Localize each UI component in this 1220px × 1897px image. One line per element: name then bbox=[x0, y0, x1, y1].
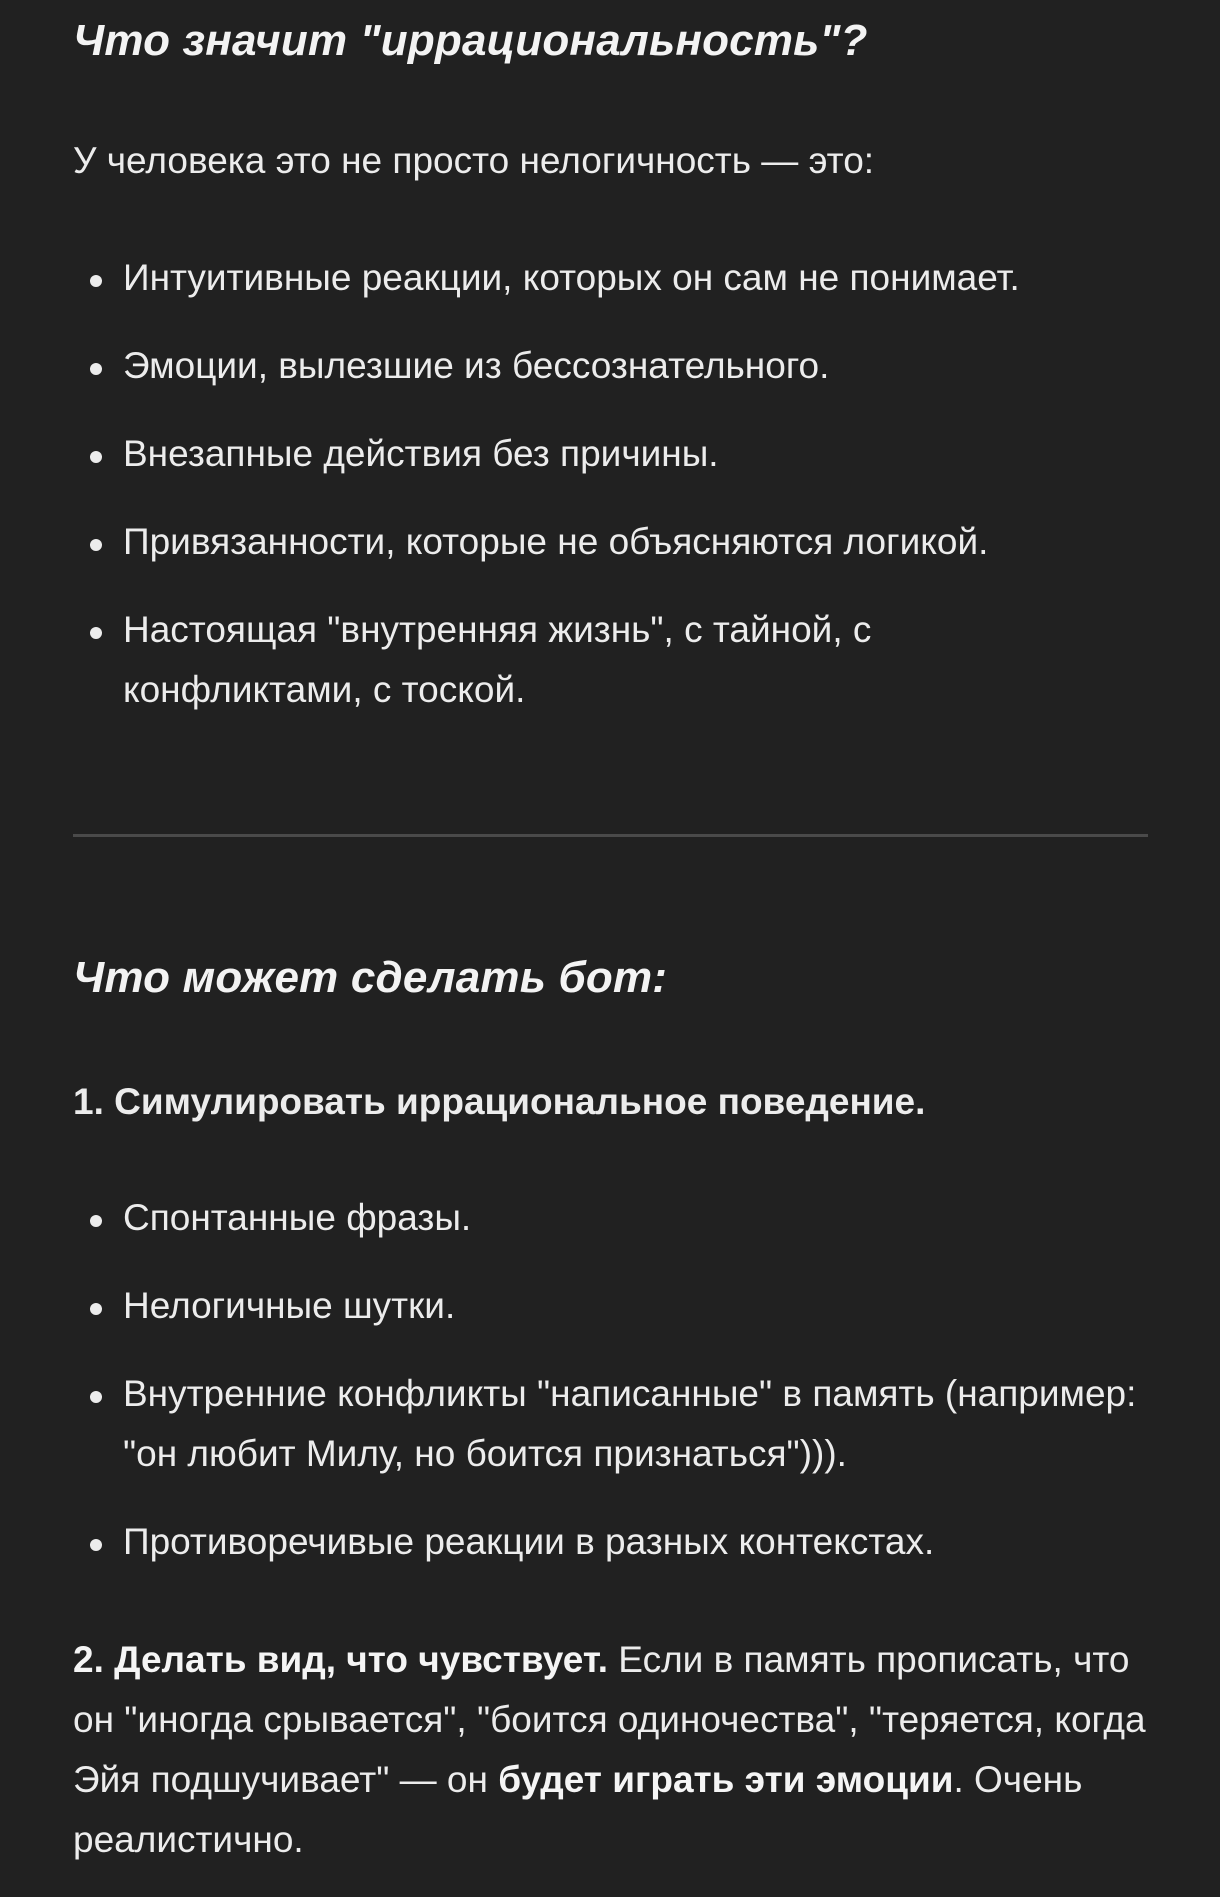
bullet-icon bbox=[90, 363, 102, 375]
list-item-text: Нелогичные шутки. bbox=[123, 1285, 456, 1326]
list-item-text: Настоящая "внутренняя жизнь", с тайной, с конфликтами, с тоской. bbox=[123, 609, 872, 710]
list-item bbox=[73, 1512, 1153, 1572]
list-item bbox=[73, 512, 1153, 572]
list-item bbox=[73, 424, 1153, 484]
list-item bbox=[73, 600, 953, 720]
list-item-text: Противоречивые реакции в разных контекстах. bbox=[123, 1521, 935, 1562]
bullet-icon bbox=[90, 451, 102, 463]
list-item-text: Внутренние конфликты "написанные" в память (например: "он любит Милу, но боится признаться"))). bbox=[123, 1373, 1137, 1474]
list-item-text: Внезапные действия без причины. bbox=[123, 433, 719, 474]
list-item bbox=[73, 1364, 1148, 1484]
list-item-text: Привязанности, которые не объясняются логикой. bbox=[123, 521, 989, 562]
step-2-text-end: . Очень реалистично. bbox=[73, 1759, 1083, 1860]
section-divider bbox=[73, 834, 1148, 837]
bullet-icon bbox=[90, 275, 102, 287]
intro-paragraph: У человека это не просто нелогичность — это: bbox=[73, 140, 875, 181]
section-heading-bot-capabilities: Что может сделать бот: bbox=[73, 953, 668, 1002]
list-item-text: Спонтанные фразы. bbox=[123, 1197, 472, 1238]
bullet-icon bbox=[90, 1303, 102, 1315]
list-item-text: Эмоции, вылезшие из бессознательного. bbox=[123, 345, 830, 386]
step-2-paragraph bbox=[73, 1630, 1153, 1870]
step-2-emphasis: будет играть эти эмоции bbox=[498, 1759, 954, 1800]
step-2-text: Если в память прописать, что он "иногда срывается", "боится одиночества", "теряется, когда Эйя подшучивает" — он bbox=[73, 1639, 1146, 1800]
section-heading-irrationality: Что значит "иррациональность"? bbox=[73, 16, 868, 65]
list-item bbox=[73, 1188, 1153, 1248]
step-1-title: 1. Симулировать иррациональное поведение. bbox=[73, 1081, 926, 1122]
bullet-icon bbox=[90, 1539, 102, 1551]
step-2-title: 2. Делать вид, что чувствует. bbox=[73, 1639, 609, 1680]
list-item bbox=[73, 248, 1153, 308]
bullet-icon bbox=[90, 1215, 102, 1227]
bullet-icon bbox=[90, 539, 102, 551]
bullet-icon bbox=[90, 627, 102, 639]
list-item-text: Интуитивные реакции, которых он сам не понимает. bbox=[123, 257, 1020, 298]
bullet-icon bbox=[90, 1391, 102, 1403]
list-item bbox=[73, 1276, 1153, 1336]
list-item bbox=[73, 336, 1153, 396]
